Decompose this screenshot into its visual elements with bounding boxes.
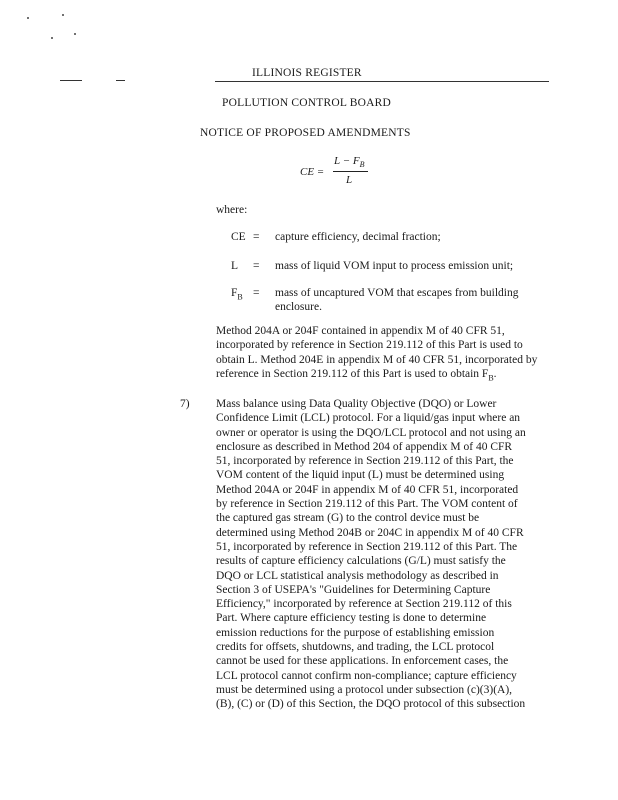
scan-speck (51, 37, 53, 39)
scan-speck (27, 17, 29, 19)
paragraph-line: LCL protocol cannot confirm non-compliance; capture efficiency (216, 669, 517, 682)
register-title: ILLINOIS REGISTER (252, 67, 362, 79)
formula-lhs: CE = (300, 166, 325, 178)
paragraph-line: enclosure as described in Method 204 of appendix M of 40 CFR (216, 440, 513, 453)
board-title: POLLUTION CONTROL BOARD (222, 97, 392, 109)
paragraph-line: 51, incorporated by reference in Section 219.112 of this Part, the (216, 455, 514, 468)
paragraph-line: Efficiency," incorporated by reference at Section 219.112 of this (216, 598, 512, 611)
definition-symbol: CE (231, 231, 246, 243)
definition-equals: = (253, 287, 260, 299)
definition-symbol: $F_B$ (231, 287, 243, 302)
item-7-paragraph (216, 397, 550, 712)
paragraph-line: the captured gas stream (G) to the control device must be (216, 512, 480, 525)
paragraph-line: credits for offsets, shutdowns, and trading, the LCL protocol (216, 641, 495, 654)
paragraph-line: must be determined using a protocol under subsection (c)(3)(A), (216, 683, 513, 696)
formula-denominator: L (346, 174, 353, 186)
scan-speck (74, 33, 76, 35)
paragraph-line: Confidence Limit (LCL) protocol. For a liquid/gas input where an (216, 412, 521, 425)
paragraph-line: Part. Where capture efficiency testing is done to determine (216, 612, 487, 625)
definition-symbol: L (231, 260, 239, 272)
header-rule (215, 81, 549, 82)
paragraph-line: Section 3 of USEPA's "Guidelines for Determining Capture (216, 583, 491, 596)
definition-text: mass of liquid VOM input to process emission unit; (275, 260, 514, 272)
method-paragraph: Method 204A or 204F contained in appendix M of 40 CFR 51, incorporated by reference in Section 219.112 of this Part is used to obtain L. Method 204E in appendix M of 40 CFR 51, incorporated by reference in Section 219.112 of this Part is used to obtain $F_B$. (216, 325, 538, 383)
fraction-bar (333, 171, 368, 172)
paragraph-line: emission reductions for the purpose of establishing emission (216, 626, 495, 639)
header-mark-short (116, 80, 125, 81)
definition-equals: = (253, 231, 260, 243)
paragraph-line: owner or operator is using the DQO/LCL protocol and not using an (216, 426, 526, 439)
paragraph-line: Method 204A or 204F in appendix M of 40 CFR 51, incorporated (216, 483, 519, 496)
where-label: where: (216, 204, 248, 216)
definition-text: mass of uncaptured VOM that escapes from building enclosure. (275, 287, 519, 313)
paragraph-line: Mass balance using Data Quality Objective (DQO) or Lower (216, 398, 497, 410)
paragraph-line: by reference in Section 219.112 of this Part. The VOM content of (216, 498, 518, 511)
notice-title: NOTICE OF PROPOSED AMENDMENTS (200, 127, 411, 139)
definition-l (231, 260, 551, 274)
paragraph-line: VOM content of the liquid input (L) must be determined using (216, 469, 505, 482)
item-number: 7) (180, 398, 190, 410)
formula-numerator: $L - F_B$ (334, 155, 365, 170)
paragraph-line: (B), (C) or (D) of this Section, the DQO protocol of this subsection (216, 698, 526, 711)
paragraph-line: cannot be used for these applications. In enforcement cases, the (216, 655, 509, 668)
paragraph-line: results of capture efficiency calculations (G/L) must satisfy the (216, 555, 506, 568)
paragraph-line: 51, incorporated by reference in Section 219.112 of this Part. The (216, 540, 518, 553)
definition-ce (231, 231, 551, 245)
paragraph-line: determined using Method 204B or 204C in appendix M of 40 CFR (216, 526, 524, 539)
paragraph-line: DQO or LCL statistical analysis methodology as described in (216, 569, 499, 582)
header-mark-left (60, 80, 82, 81)
definition-text: capture efficiency, decimal fraction; (275, 231, 441, 243)
capture-efficiency-formula (300, 155, 380, 189)
definition-fb (231, 287, 551, 315)
definition-equals: = (253, 260, 260, 272)
scan-speck (62, 14, 64, 16)
